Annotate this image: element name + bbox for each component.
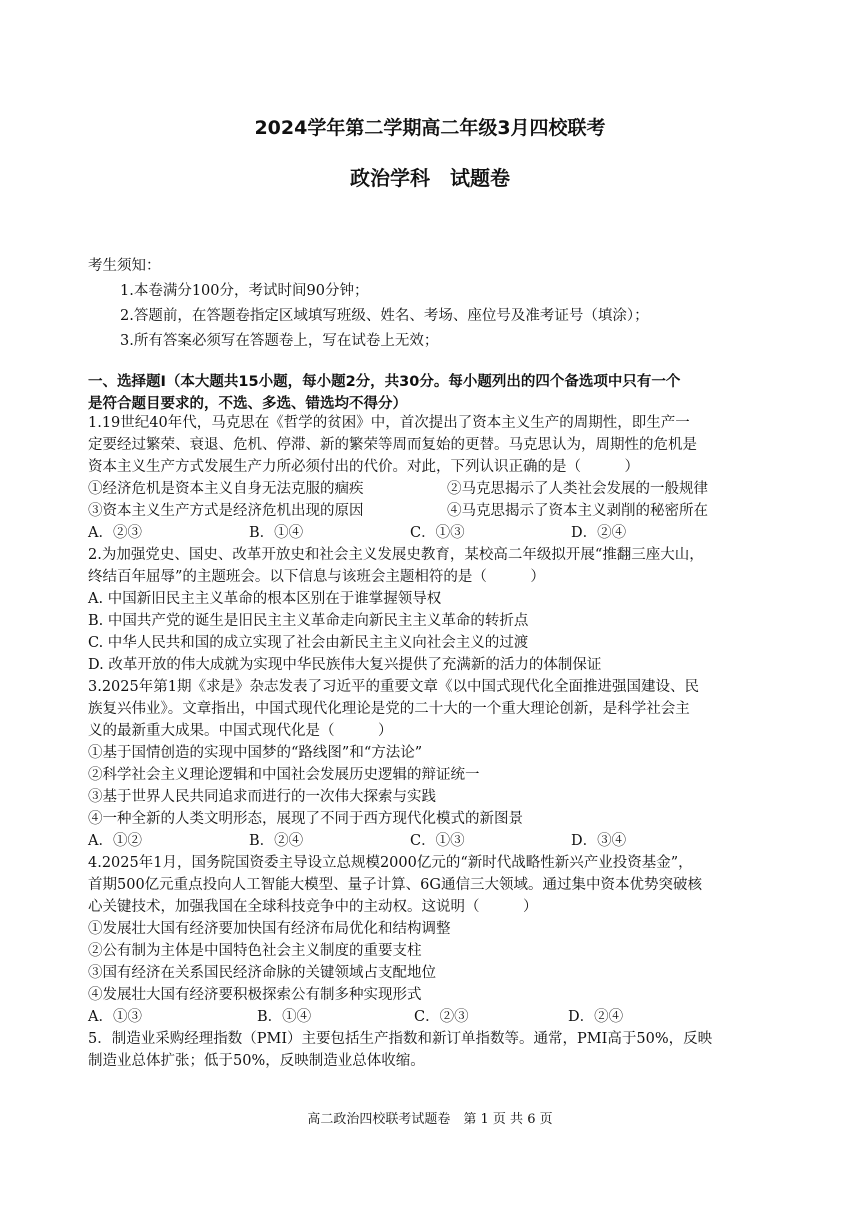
statement: ①发展壮大国有经济要加快国有经济布局优化和结构调整 (88, 921, 451, 937)
answer-option-c: C．①③ (410, 833, 465, 849)
statement: ②科学社会主义理论逻辑和中国社会发展历史逻辑的辩证统一 (88, 767, 480, 783)
notice-item: 2.答题前，在答题卷指定区域填写班级、姓名、考场、座位号及准考证号（填涂）； (120, 308, 649, 324)
notice-item: 1.本卷满分100分，考试时间90分钟； (120, 283, 369, 299)
statement: ③基于世界人民共同追求而进行的一次伟大探索与实践 (88, 789, 436, 805)
statement: ②公有制为主体是中国特色社会主义制度的重要支柱 (88, 943, 422, 959)
question-text: 制造业总体扩张；低于50%，反映制造业总体收缩。 (88, 1053, 425, 1069)
notice-item: 3.所有答案必须写在答题卷上，写在试卷上无效； (120, 333, 439, 349)
statement: ④马克思揭示了资本主义剥削的秘密所在 (447, 503, 708, 519)
question-text: 首期500亿元重点投向人工智能大模型、量子计算、6G通信三大领域。通过集中资本优势突破核 (88, 877, 702, 893)
answer-option-d: D. 改革开放的伟大成就为实现中华民族伟大复兴提供了充满新的活力的体制保证 (88, 657, 602, 673)
answer-option-c: C．①③ (410, 525, 465, 541)
answer-option-d: D．②④ (571, 525, 627, 541)
statement: ④发展壮大国有经济要积极探索公有制多种实现形式 (88, 987, 422, 1003)
answer-option-a: A．①② (88, 833, 142, 849)
question-text: 资本主义生产方式发展生产力所必须付出的代价。对此，下列认识正确的是（ ） (88, 459, 639, 475)
answer-option-b: B．①④ (249, 525, 304, 541)
exam-subtitle: 政治学科 试题卷 (350, 166, 510, 190)
question-text: 心关键技术，加强我国在全球科技竞争中的主动权。这说明（ ） (88, 899, 538, 915)
question-text: 1.19世纪40年代，马克思在《哲学的贫困》中，首次提出了资本主义生产的周期性，即生产一 (88, 415, 690, 431)
answer-option-c: C. 中华人民共和国的成立实现了社会由新民主主义向社会主义的过渡 (88, 635, 529, 651)
answer-option-a: A. 中国新旧民主主义革命的根本区别在于谁掌握领导权 (88, 591, 442, 607)
question-text: 定要经过繁荣、衰退、危机、停滞、新的繁荣等周而复始的更替。马克思认为，周期性的危机是 (88, 437, 697, 453)
answer-option-d: D．③④ (571, 833, 627, 849)
answer-option-d: D．②④ (568, 1009, 624, 1025)
question-text: 4.2025年1月，国务院国资委主导设立总规模2000亿元的“新时代战略性新兴产业投资基金”， (88, 855, 693, 871)
exam-title: 2024学年第二学期高二年级3月四校联考 (254, 117, 606, 139)
statement: ③国有经济在关系国民经济命脉的关键领域占支配地位 (88, 965, 436, 981)
question-text: 终结百年屈辱”的主题班会。以下信息与该班会主题相符的是（ ） (88, 569, 545, 585)
notice-heading: 考生须知： (88, 258, 161, 274)
section-heading-line: 一、选择题Ⅰ（本大题共15小题，每小题2分，共30分。每小题列出的四个备选项中只有一个 (88, 374, 681, 390)
answer-option-a: A．①③ (88, 1009, 142, 1025)
section-heading-line: 是符合题目要求的，不选、多选、错选均不得分） (88, 396, 407, 412)
answer-option-b: B．①④ (257, 1009, 312, 1025)
question-text: 族复兴伟业》。文章指出，中国式现代化理论是党的二十大的一个重大理论创新，是科学社会主 (88, 701, 690, 717)
statement: ①基于国情创造的实现中国梦的“路线图”和“方法论” (88, 745, 423, 761)
question-text: 2.为加强党史、国史、改革开放史和社会主义发展史教育，某校高二年级拟开展“推翻三座大山， (88, 547, 704, 563)
statement: ③资本主义生产方式是经济危机出现的原因 (88, 503, 364, 519)
question-text: 5．制造业采购经理指数（PMI）主要包括生产指数和新订单指数等。通常，PMI高于50%，反映 (88, 1031, 713, 1047)
answer-option-c: C．②③ (414, 1009, 469, 1025)
statement: ②马克思揭示了人类社会发展的一般规律 (447, 481, 708, 497)
question-text: 3.2025年第1期《求是》杂志发表了习近平的重要文章《以中国式现代化全面推进强国建设、民 (88, 679, 699, 695)
statement: ①经济危机是资本主义自身无法克服的痼疾 (88, 481, 364, 497)
answer-option-b: B. 中国共产党的诞生是旧民主主义革命走向新民主主义革命的转折点 (88, 613, 529, 629)
page-footer: 高二政治四校联考试题卷 第 1 页 共 6 页 (307, 1112, 553, 1127)
statement: ④一种全新的人类文明形态，展现了不同于西方现代化模式的新图景 (88, 811, 523, 827)
question-text: 义的最新重大成果。中国式现代化是（ ） (88, 723, 393, 739)
answer-option-a: A．②③ (88, 525, 142, 541)
answer-option-b: B．②④ (249, 833, 304, 849)
